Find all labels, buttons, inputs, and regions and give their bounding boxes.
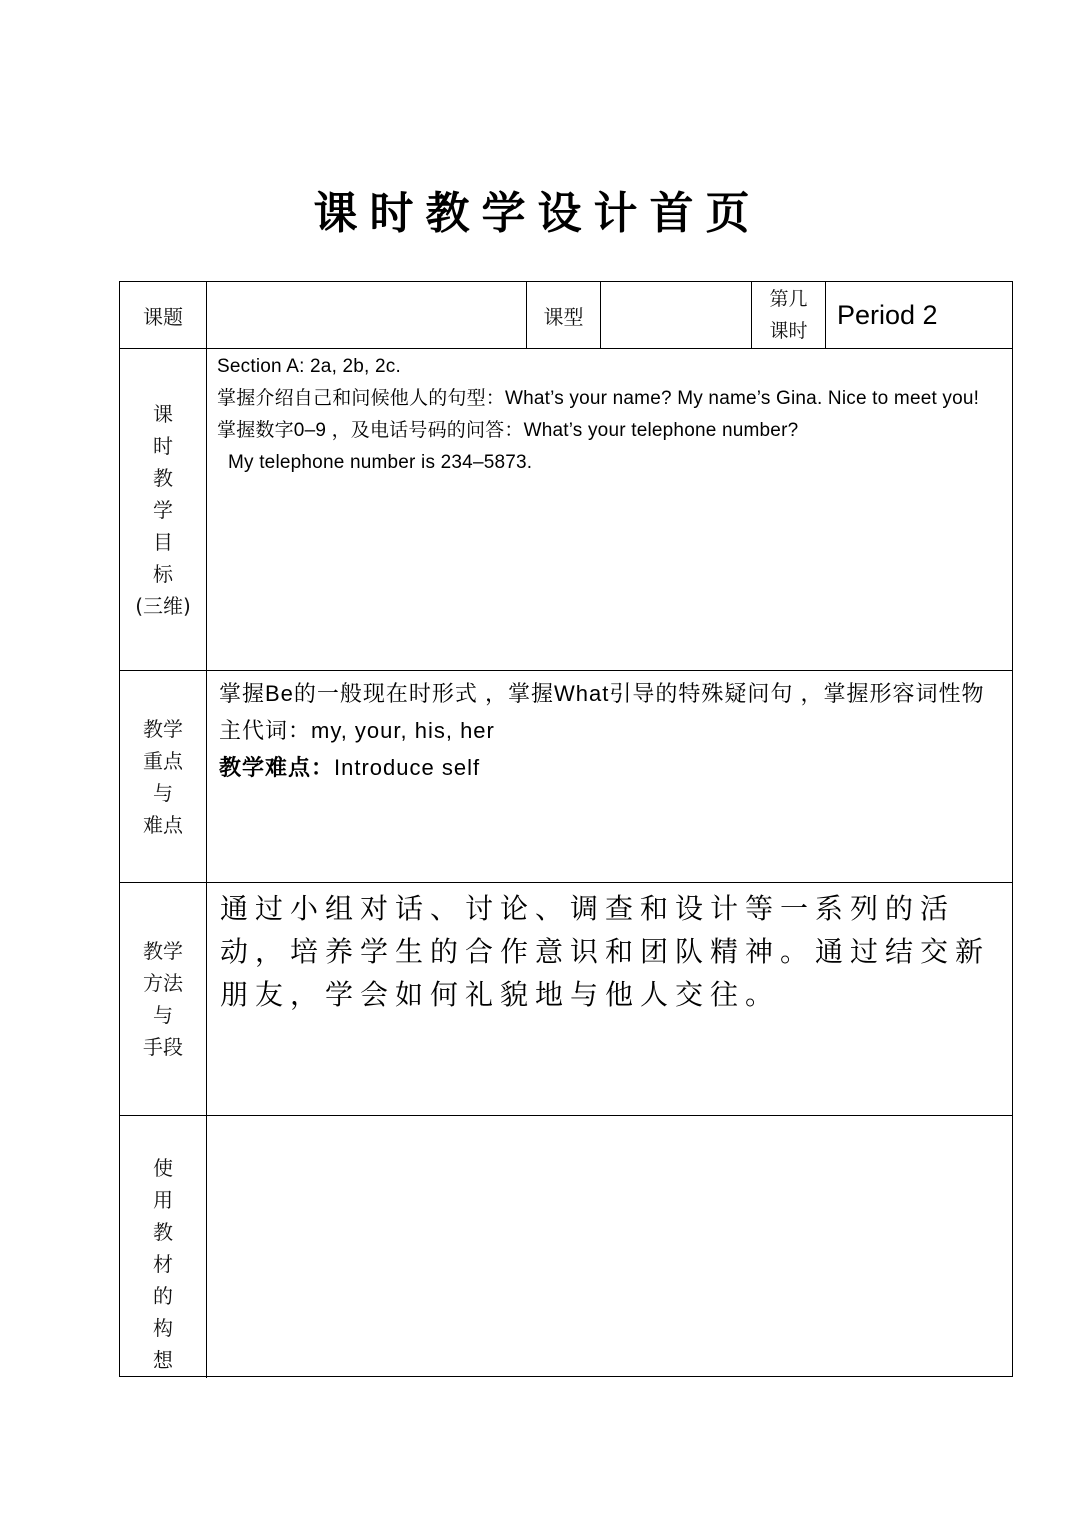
label-line: 与 xyxy=(153,780,173,805)
label-char: 的 xyxy=(153,1284,173,1308)
methods-text: 通过小组对话、讨论、调查和设计等一系列的活动，培养学生的合作意识和团队精神。通过结交新朋友，学会如何礼貌地与他人交往。 xyxy=(220,893,991,1010)
period-label xyxy=(752,282,825,348)
period-value: Period 2 xyxy=(837,299,938,330)
key-points-text: 掌握Be的一般现在时形式 ，掌握What引导的特殊疑问句 ，掌握形容词性物主代词：my, your, his, her xyxy=(219,681,985,743)
type-label xyxy=(527,282,600,348)
methods-label xyxy=(120,883,206,1115)
objectives-content xyxy=(207,349,1014,670)
label-line: 难点 xyxy=(143,812,183,837)
label-char: 使 xyxy=(153,1156,173,1180)
topic-label xyxy=(120,282,206,348)
label-char: 用 xyxy=(153,1188,173,1212)
label-char: 时 xyxy=(153,433,173,458)
objective-line: My telephone number is 234–5873. xyxy=(228,452,533,473)
materials-label xyxy=(120,1116,206,1378)
label-char: 标 xyxy=(153,561,173,586)
materials-content xyxy=(207,1116,1014,1378)
type-label-text: 课型 xyxy=(543,304,584,329)
label-char: 目 xyxy=(153,529,173,554)
period-label-line: 第几 xyxy=(769,288,808,310)
key-points-content xyxy=(207,671,1014,882)
label-char: 材 xyxy=(153,1252,173,1276)
objective-line: Section A: 2a, 2b, 2c. xyxy=(217,356,401,377)
label-line: 教学 xyxy=(143,716,183,741)
label-line: 方法 xyxy=(143,971,183,995)
period-label-line: 课时 xyxy=(769,320,808,342)
topic-value xyxy=(207,282,526,348)
label-line: 重点 xyxy=(143,748,183,773)
label-line: 教学 xyxy=(143,939,183,963)
label-char: (三维) xyxy=(135,593,191,618)
label-line: 与 xyxy=(153,1003,173,1027)
objective-line: 掌握数字0–9 ，及电话号码的问答：What’s your telephone number? xyxy=(217,420,799,441)
type-value xyxy=(601,282,751,348)
lesson-design-table xyxy=(119,281,1013,1377)
label-char: 构 xyxy=(153,1316,173,1340)
methods-content xyxy=(207,883,1014,1115)
label-char: 想 xyxy=(153,1348,173,1372)
label-line: 手段 xyxy=(143,1035,183,1059)
difficulty-label: 教学难点： xyxy=(219,755,335,780)
label-char: 教 xyxy=(153,1220,173,1244)
difficulty-line xyxy=(219,749,1004,786)
objective-line: 掌握介绍自己和问候他人的句型：What’s your name? My name’s Gina. Nice to meet you! xyxy=(217,388,980,409)
topic-label-text: 课题 xyxy=(143,304,183,329)
label-char: 教 xyxy=(153,465,173,490)
objectives-label xyxy=(120,349,206,670)
difficulty-value: Introduce self xyxy=(334,755,481,780)
label-char: 课 xyxy=(153,401,173,426)
key-points-label xyxy=(120,671,206,882)
label-char: 学 xyxy=(153,497,173,522)
page-title: 课时教学设计首页 xyxy=(313,188,762,239)
